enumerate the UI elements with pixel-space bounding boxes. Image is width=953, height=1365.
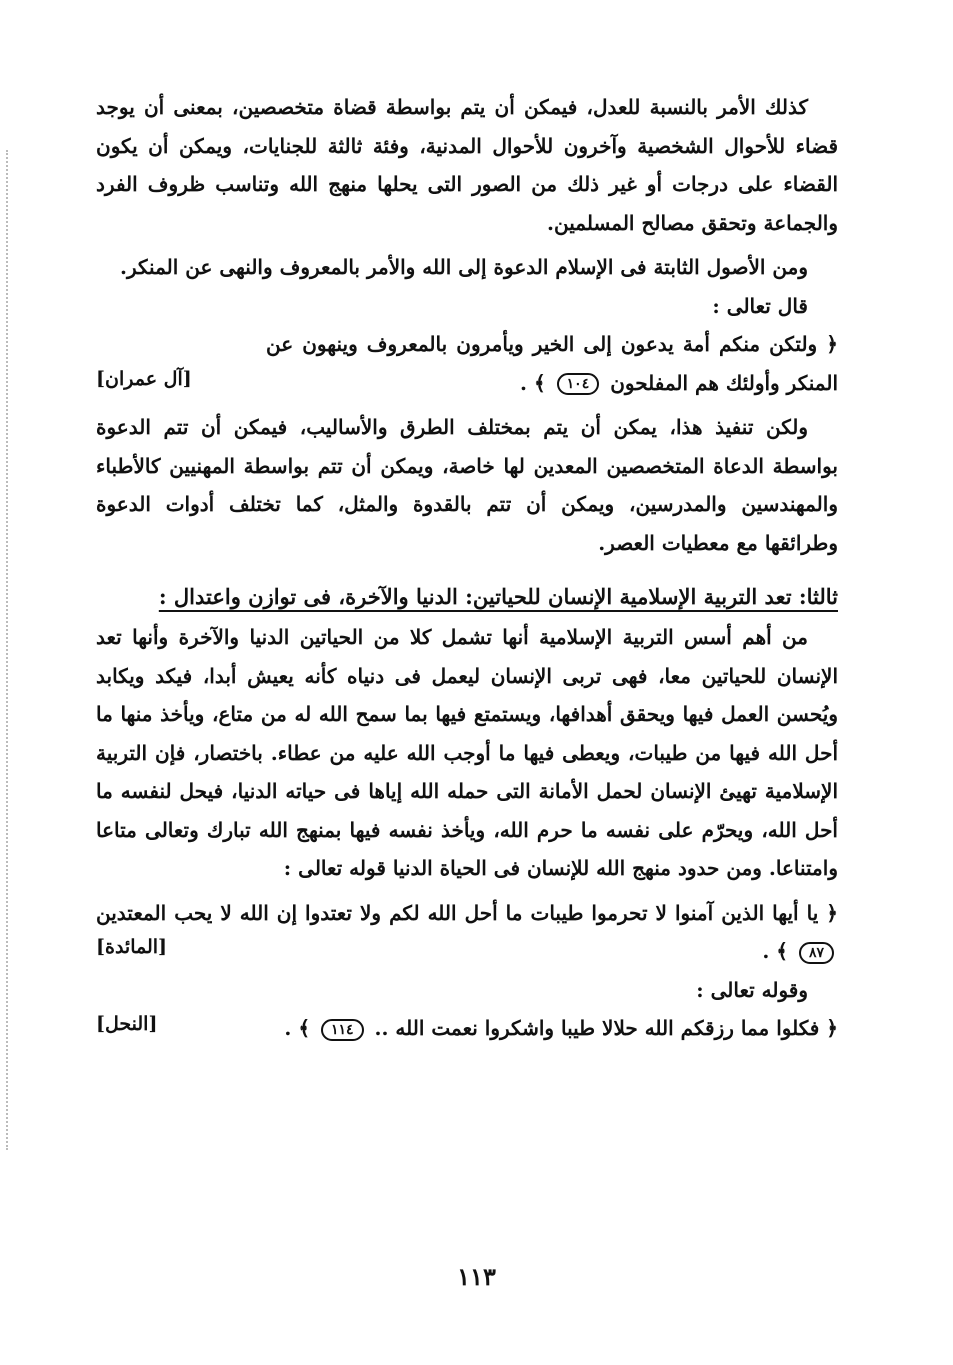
verse-text: ﴿ فكلوا مما رزقكم الله حلالا طيبا واشكروا نعمت الله ..	[374, 1016, 838, 1040]
quran-verse-al-maidah	[96, 894, 838, 971]
paragraph-justice: كذلك الأمر بالنسبة للعدل، فيمكن أن يتم بواسطة قضاة متخصصين، بمعنى أن يوجد قضاء للأحوال الشخصية وآخرون للأحوال المدنية، وفئة ثالثة للجنايات، ويمكن أن يكون القضاء على درجات أو غير ذلك من الصور التى يحلها منهج الله وتناسب ظروف الفرد والجماعة وتحقق مصالح المسلمين.	[96, 95, 838, 235]
quran-verse-an-nahl	[96, 1009, 838, 1048]
ayah-number-badge: ١١٤	[321, 1019, 364, 1041]
scan-margin-marks	[6, 150, 10, 1150]
document-page	[96, 88, 838, 1048]
verse-end: ﴾ .	[762, 939, 788, 963]
verse-intro-second: وقوله تعالى :	[696, 977, 808, 1002]
verse-text: ﴿ ولتكن منكم أمة يدعون إلى الخير ويأمرون بالمعروف وينهون عن المنكر وأولئك هم المفلحون	[266, 332, 838, 395]
paragraph-dawah: ومن الأصول الثابتة فى الإسلام الدعوة إلى الله والأمر بالمعروف والنهى عن المنكر.	[120, 255, 808, 279]
verse-source: [المائدة]	[96, 936, 168, 958]
paragraph-education: من أهم أسس التربية الإسلامية أنها تشمل كلا من الحياتين الدنيا والآخرة وأنها تعد الإنسان للحياتين معا، فهى تربى الإنسان ليعمل فى دنياه كأنه يعيش أبدا، فيكد ويكابد ويُحسن العمل فيها ويحقق أهدافها، ويستمتع فيها بما سمح الله له من متاع، ويأخذ منها ما أحل الله فيها من طيبات، ويعطى فيها ما أوجب الله عليه من عطاء. باختصار، فإن التربية الإسلامية تهيئ الإنسان لحمل الأمانة التى حمله الله إياها فى حياته الدنيا، فيحل لنفسه ما أحل الله، ويحرّم على نفسه ما حرم الله، ويأخذ نفسه فيها بمنهج الله تبارك وتعالى متاعا وامتناعا. ومن حدود منهج الله للإنسان فى الحياة الدنيا قوله تعالى :	[96, 625, 838, 880]
paragraph-implementation: ولكن تنفيذ هذا، يمكن أن يتم بمختلف الطرق والأساليب، فيمكن أن تتم الدعوة بواسطة الدعاة المتخصصين المعدين لها خاصة، ويمكن أن تتم بواسطة المهنيين كالأطباء والمهندسين والمدرسين، ويمكن أن تتم بالقدوة والمثل، كما تختلف أدوات الدعوة وطرائقها مع معطيات العصر.	[96, 415, 839, 555]
verse-source: [آل عمران]	[96, 367, 192, 390]
section-heading: ثالثا: تعد التربية الإسلامية الإنسان للحياتين: الدنيا والآخرة، فى توازن واعتدال :	[158, 584, 838, 609]
verse-text-block	[96, 894, 838, 971]
verse-end: ﴾ .	[284, 1016, 311, 1040]
quran-verse-al-imran	[96, 325, 838, 402]
ayah-number-badge: ١٠٤	[557, 373, 600, 395]
page-number: ١١٣	[457, 1262, 496, 1291]
ayah-number-badge: ٨٧	[799, 942, 834, 964]
verse-text-block	[96, 325, 838, 402]
verse-source: [النحل]	[96, 1013, 158, 1035]
verse-text: ﴿ يا أيها الذين آمنوا لا تحرموا طيبات ما أحل الله لكم ولا تعتدوا إن الله لا يحب المعتدين	[96, 900, 838, 925]
verse-intro: قال تعالى :	[712, 293, 808, 318]
verse-end: ﴾ .	[520, 370, 546, 395]
verse-text-block	[96, 1009, 838, 1048]
